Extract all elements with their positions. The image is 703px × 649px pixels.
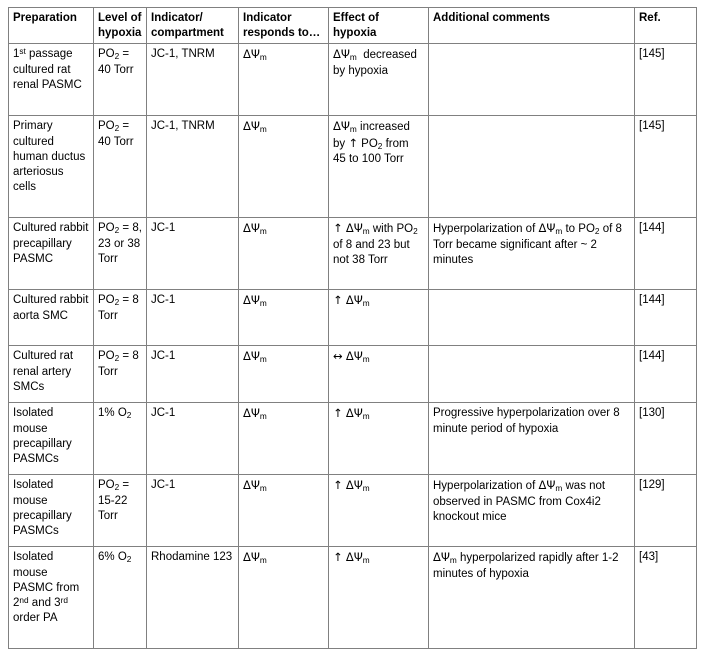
cell-level-of-hypoxia: $PO_2 = 8$ Torr bbox=[94, 290, 147, 346]
column-header-indicator-compartment: Indicator/ compartment bbox=[147, 8, 239, 44]
cell-indicator: JC-1 bbox=[147, 475, 239, 547]
cell-level-of-hypoxia: 6% $O_2$ bbox=[94, 547, 147, 649]
cell-indicator: JC-1 bbox=[147, 403, 239, 475]
column-header-additional-comments: Additional comments bbox=[429, 8, 635, 44]
cell-indicator: JC-1, TNRM bbox=[147, 44, 239, 116]
cell-comments bbox=[429, 290, 635, 346]
cell-responds-to: $\Delta\Psi_m$ bbox=[239, 116, 329, 218]
cell-responds-to: $\Delta\Psi_m$ bbox=[239, 44, 329, 116]
cell-indicator: JC-1 bbox=[147, 290, 239, 346]
cell-effect: ↑ $\Delta\Psi_m$ bbox=[329, 547, 429, 649]
cell-preparation: Cultured rabbit precapillary PASMC bbox=[9, 218, 94, 290]
cell-ref: [129] bbox=[635, 475, 697, 547]
cell-effect: $\Delta\Psi_m$ increased by ↑ $PO_2$ from 45 to 100 Torr bbox=[329, 116, 429, 218]
cell-ref: [144] bbox=[635, 346, 697, 403]
preparation-text: Isolated mouse PASMC from 2nd and 3rd order PA bbox=[13, 551, 80, 625]
cell-effect: ↑ $\Delta\Psi_m$ bbox=[329, 403, 429, 475]
column-header-effect-of-hypoxia: Effect of hypoxia bbox=[329, 8, 429, 44]
cell-comments bbox=[429, 116, 635, 218]
cell-comments: $\Delta\Psi_m$ hyperpolarized rapidly after 1-2 minutes of hypoxia bbox=[429, 547, 635, 649]
cell-comments: Hyperpolarization of $\Delta\Psi_m$ to $PO_2$ of 8 Torr became significant after ~ 2 minutes bbox=[429, 218, 635, 290]
column-header-preparation: Preparation bbox=[9, 8, 94, 44]
cell-comments bbox=[429, 44, 635, 116]
cell-preparation: Cultured rabbit aorta SMC bbox=[9, 290, 94, 346]
cell-ref: [144] bbox=[635, 218, 697, 290]
cell-indicator: JC-1 bbox=[147, 218, 239, 290]
table-row bbox=[9, 346, 697, 403]
cell-responds-to: $\Delta\Psi_m$ bbox=[239, 547, 329, 649]
cell-level-of-hypoxia: 1% $O_2$ bbox=[94, 403, 147, 475]
cell-preparation bbox=[9, 44, 94, 116]
cell-ref: [145] bbox=[635, 44, 697, 116]
cell-indicator: JC-1 bbox=[147, 346, 239, 403]
cell-responds-to: $\Delta\Psi_m$ bbox=[239, 346, 329, 403]
table-header-row bbox=[9, 8, 697, 44]
cell-level-of-hypoxia: $PO_2 = 8$, 23 or 38 Torr bbox=[94, 218, 147, 290]
table-row bbox=[9, 218, 697, 290]
column-header-indicator-responds-to: Indicator responds to… bbox=[239, 8, 329, 44]
cell-preparation: Cultured rat renal artery SMCs bbox=[9, 346, 94, 403]
hypoxia-indicator-table bbox=[8, 7, 697, 649]
table-page bbox=[0, 7, 703, 625]
cell-preparation: Isolated mouse precapillary PASMCs bbox=[9, 475, 94, 547]
cell-level-of-hypoxia: $PO_2 = 40$ Torr bbox=[94, 116, 147, 218]
table-row bbox=[9, 403, 697, 475]
cell-level-of-hypoxia: $PO_2 = 8$ Torr bbox=[94, 346, 147, 403]
cell-indicator: JC-1, TNRM bbox=[147, 116, 239, 218]
cell-ref: [144] bbox=[635, 290, 697, 346]
cell-comments: Progressive hyperpolarization over 8 minute period of hypoxia bbox=[429, 403, 635, 475]
cell-effect: $\Delta\Psi_m$ decreased by hypoxia bbox=[329, 44, 429, 116]
cell-effect: ↔ $\Delta\Psi_m$ bbox=[329, 346, 429, 403]
cell-responds-to: $\Delta\Psi_m$ bbox=[239, 290, 329, 346]
cell-responds-to: $\Delta\Psi_m$ bbox=[239, 475, 329, 547]
cell-effect: ↑ $\Delta\Psi_m$ with $PO_2$ of 8 and 23 but not 38 Torr bbox=[329, 218, 429, 290]
cell-ref: [130] bbox=[635, 403, 697, 475]
cell-indicator: Rhodamine 123 bbox=[147, 547, 239, 649]
preparation-text: 1st passage cultured rat renal PASMC bbox=[13, 46, 82, 91]
cell-comments bbox=[429, 346, 635, 403]
table-row bbox=[9, 44, 697, 116]
cell-effect: ↑ $\Delta\Psi_m$ bbox=[329, 290, 429, 346]
cell-ref: [43] bbox=[635, 547, 697, 649]
column-header-ref: Ref. bbox=[635, 8, 697, 44]
column-header-level-of-hypoxia: Level of hypoxia bbox=[94, 8, 147, 44]
cell-preparation: Primary cultured human ductus arteriosus cells bbox=[9, 116, 94, 218]
cell-ref: [145] bbox=[635, 116, 697, 218]
cell-level-of-hypoxia: $PO_2 = 40$ Torr bbox=[94, 44, 147, 116]
cell-responds-to: $\Delta\Psi_m$ bbox=[239, 403, 329, 475]
cell-comments: Hyperpolarization of $\Delta\Psi_m$ was not observed in PASMC from Cox4i2 knockout mice bbox=[429, 475, 635, 547]
cell-level-of-hypoxia: $PO_2 = 15-22$ Torr bbox=[94, 475, 147, 547]
table-row bbox=[9, 475, 697, 547]
table-row bbox=[9, 290, 697, 346]
table-row bbox=[9, 116, 697, 218]
cell-responds-to: $\Delta\Psi_m$ bbox=[239, 218, 329, 290]
cell-effect: ↑ $\Delta\Psi_m$ bbox=[329, 475, 429, 547]
cell-preparation: Isolated mouse precapillary PASMCs bbox=[9, 403, 94, 475]
